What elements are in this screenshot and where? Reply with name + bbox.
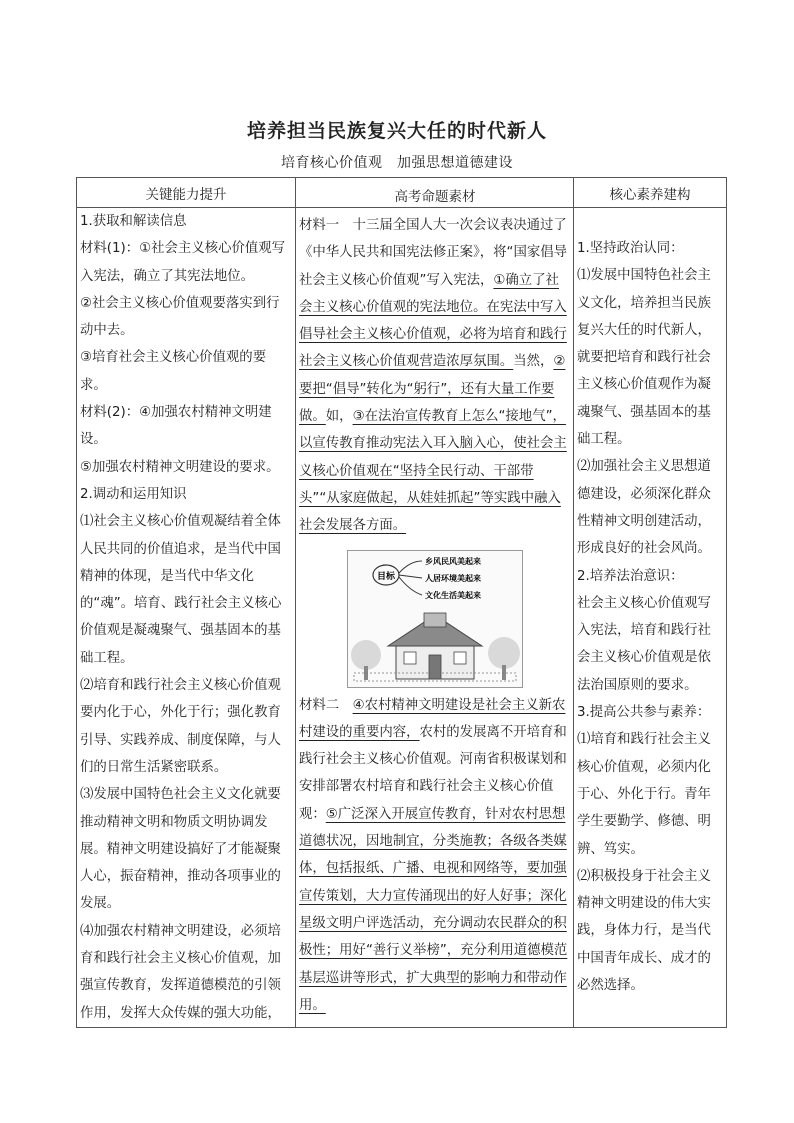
header-exam-material: 高考命题素材: [296, 178, 574, 208]
column-core-literacy: [574, 208, 727, 1028]
goal-label: 目标: [376, 571, 396, 582]
col1-para: ⑤加强农村精神文明建设的要求。: [80, 459, 280, 475]
header-core-literacy: 核心素养建构: [574, 178, 727, 208]
col3-para: ⑵积极投身于社会主义精神文明建设的伟大实践，身体力行，是当代中国青年成长、成才的必然选择。: [577, 868, 711, 994]
column-spacer: [577, 208, 723, 235]
tree-icon: [488, 637, 520, 669]
col3-para: ⑴培育和践行社会主义核心价值观，必须内化于心、外化于行。青年学生要勤学、修德、明辨、笃实。: [577, 732, 711, 857]
col3-para: 社会主义核心价值观写入宪法，培育和践行社会主义核心价值观是依法治国原则的要求。: [577, 595, 711, 693]
header-key-ability: 关键能力提升: [77, 178, 296, 208]
material-two-underline-1: ④农村精神文明建设是社会主义新农村建设的重要内容，: [299, 697, 566, 740]
col1-para: ③培育社会主义核心价值观的要求。: [80, 350, 267, 393]
table-header-row: [77, 178, 727, 208]
col1-para: 材料(1)：①社会主义核心价值观写入宪法，确立了其宪法地位。: [80, 241, 286, 284]
material-one-text: 如，: [325, 409, 353, 425]
col1-para: ⑴社会主义核心价值观凝结着全体人民共同的价值追求，是当代中国精神的体现，是当代中华文化的“魂”。培育、践行社会主义核心价值观是凝魂聚气、强基固本的基础工程。: [80, 514, 282, 666]
table-body-row: [77, 208, 727, 1028]
house-gable: [424, 613, 446, 627]
material-one-underline-3: ③在法治宣传教育上怎么“接地气”，以宣传教育推动宪法入耳入脑入心，使社会主义核心价值观在“坚持全民行动、干部带头”“从家庭做起，从娃娃抓起”等实践中融入社会发展各方面。: [299, 409, 567, 534]
goal-item: 人居环境美起来: [425, 573, 481, 583]
col3-para: ⑵加强社会主义思想道德建设，必须深化群众性精神文明创建活动，形成良好的社会风尚。: [577, 459, 711, 557]
page-subtitle: 培育核心价值观 加强思想道德建设: [281, 155, 513, 171]
col1-para: ⑷加强农村精神文明建设，必须培育和践行社会主义核心价值观，加强宣传教育，发挥道德模范的引领作用，发挥大众传媒的强大功能，: [80, 923, 281, 1021]
col3-para: ⑴发展中国特色社会主义文化，培养担当民族复兴大任的时代新人，就要把培育和践行社会主义核心价值观作为凝魂聚气、强基固本的基础工程。: [577, 268, 711, 448]
material-two-text: 农村的发展离不开培育和践行社会主义核心价值观。河南省积极谋划和安排部署农村培育和践行社会主义核心价值观：: [299, 724, 567, 822]
material-one-text: 当然，: [513, 354, 554, 370]
material-one-text: 材料一 十三届全国人大一次会议表决通过了《中华人民共和国宪法修正案》，将“国家倡导社会主义核心价值观”写入宪法，: [299, 218, 568, 288]
col1-para: ⑶发展中国特色社会主义文化就要推动精神文明和物质文明协调发展。精神文明建设搞好了才能凝聚人心，振奋精神，推动各项事业的发展。: [80, 787, 281, 912]
tree-icon: [351, 640, 381, 670]
col1-para: 2.调动和运用知识: [80, 486, 187, 502]
col3-para: 1.坚持政治认同：: [577, 241, 684, 256]
material-one-underline-1: ①确立了社会主义核心价值观的宪法地位。在宪法中写入倡导社会主义核心价值观，必将为培育和践行社会主义核心价值观营造浓厚氛围。: [299, 272, 567, 370]
col3-para: 3.提高公共参与素养：: [577, 705, 711, 721]
goal-item: 文化生活美起来: [425, 590, 481, 600]
material-one: [299, 212, 571, 540]
window-icon: [404, 652, 416, 664]
goal-item: 乡风民风美起来: [425, 556, 481, 566]
col1-para: 材料(2)：④加强农村精神文明建设。: [80, 405, 272, 448]
material-one-underline-2: ②要把“倡导”转化为“躬行”，还有大量工作要做。: [299, 354, 566, 425]
col1-para: 1.获取和解读信息: [80, 214, 187, 229]
material-two-text: 材料二: [299, 697, 353, 713]
content-table: [76, 177, 727, 1028]
material-two-underline-2: ⑤广泛深入开展宣传教育，针对农村思想道德状况，因地制宜，分类施教；各级各类媒体，包括报纸、广播、电视和网络等，要加强宣传策划，大力宣传涌现出的好人好事；深化星级文明户评选活动，充分调动农民群众的积极性；用好“善行义举榜”，充分利用道德模范基层巡讲等形式，扩大典型的影响力和带动作用。: [299, 806, 568, 1013]
col1-para: ⑵培育和践行社会主义核心价值观要内化于心，外化于行；强化教育引导、实践养成、制度保障，与人们的日常生活紧密联系。: [80, 678, 281, 775]
column-exam-material: [296, 208, 574, 1028]
door-icon: [429, 655, 441, 679]
col1-para: ②社会主义核心价值观要落实到行动中去。: [80, 295, 280, 339]
col3-para: 2.培养法治意识：: [577, 568, 684, 584]
tree-trunk: [502, 665, 506, 680]
window-icon: [454, 652, 466, 664]
column-key-ability: [77, 208, 296, 1028]
village-illustration: [347, 550, 523, 688]
material-two: [299, 692, 571, 1020]
page-title: 培养担当民族复兴大任的时代新人: [246, 120, 547, 142]
